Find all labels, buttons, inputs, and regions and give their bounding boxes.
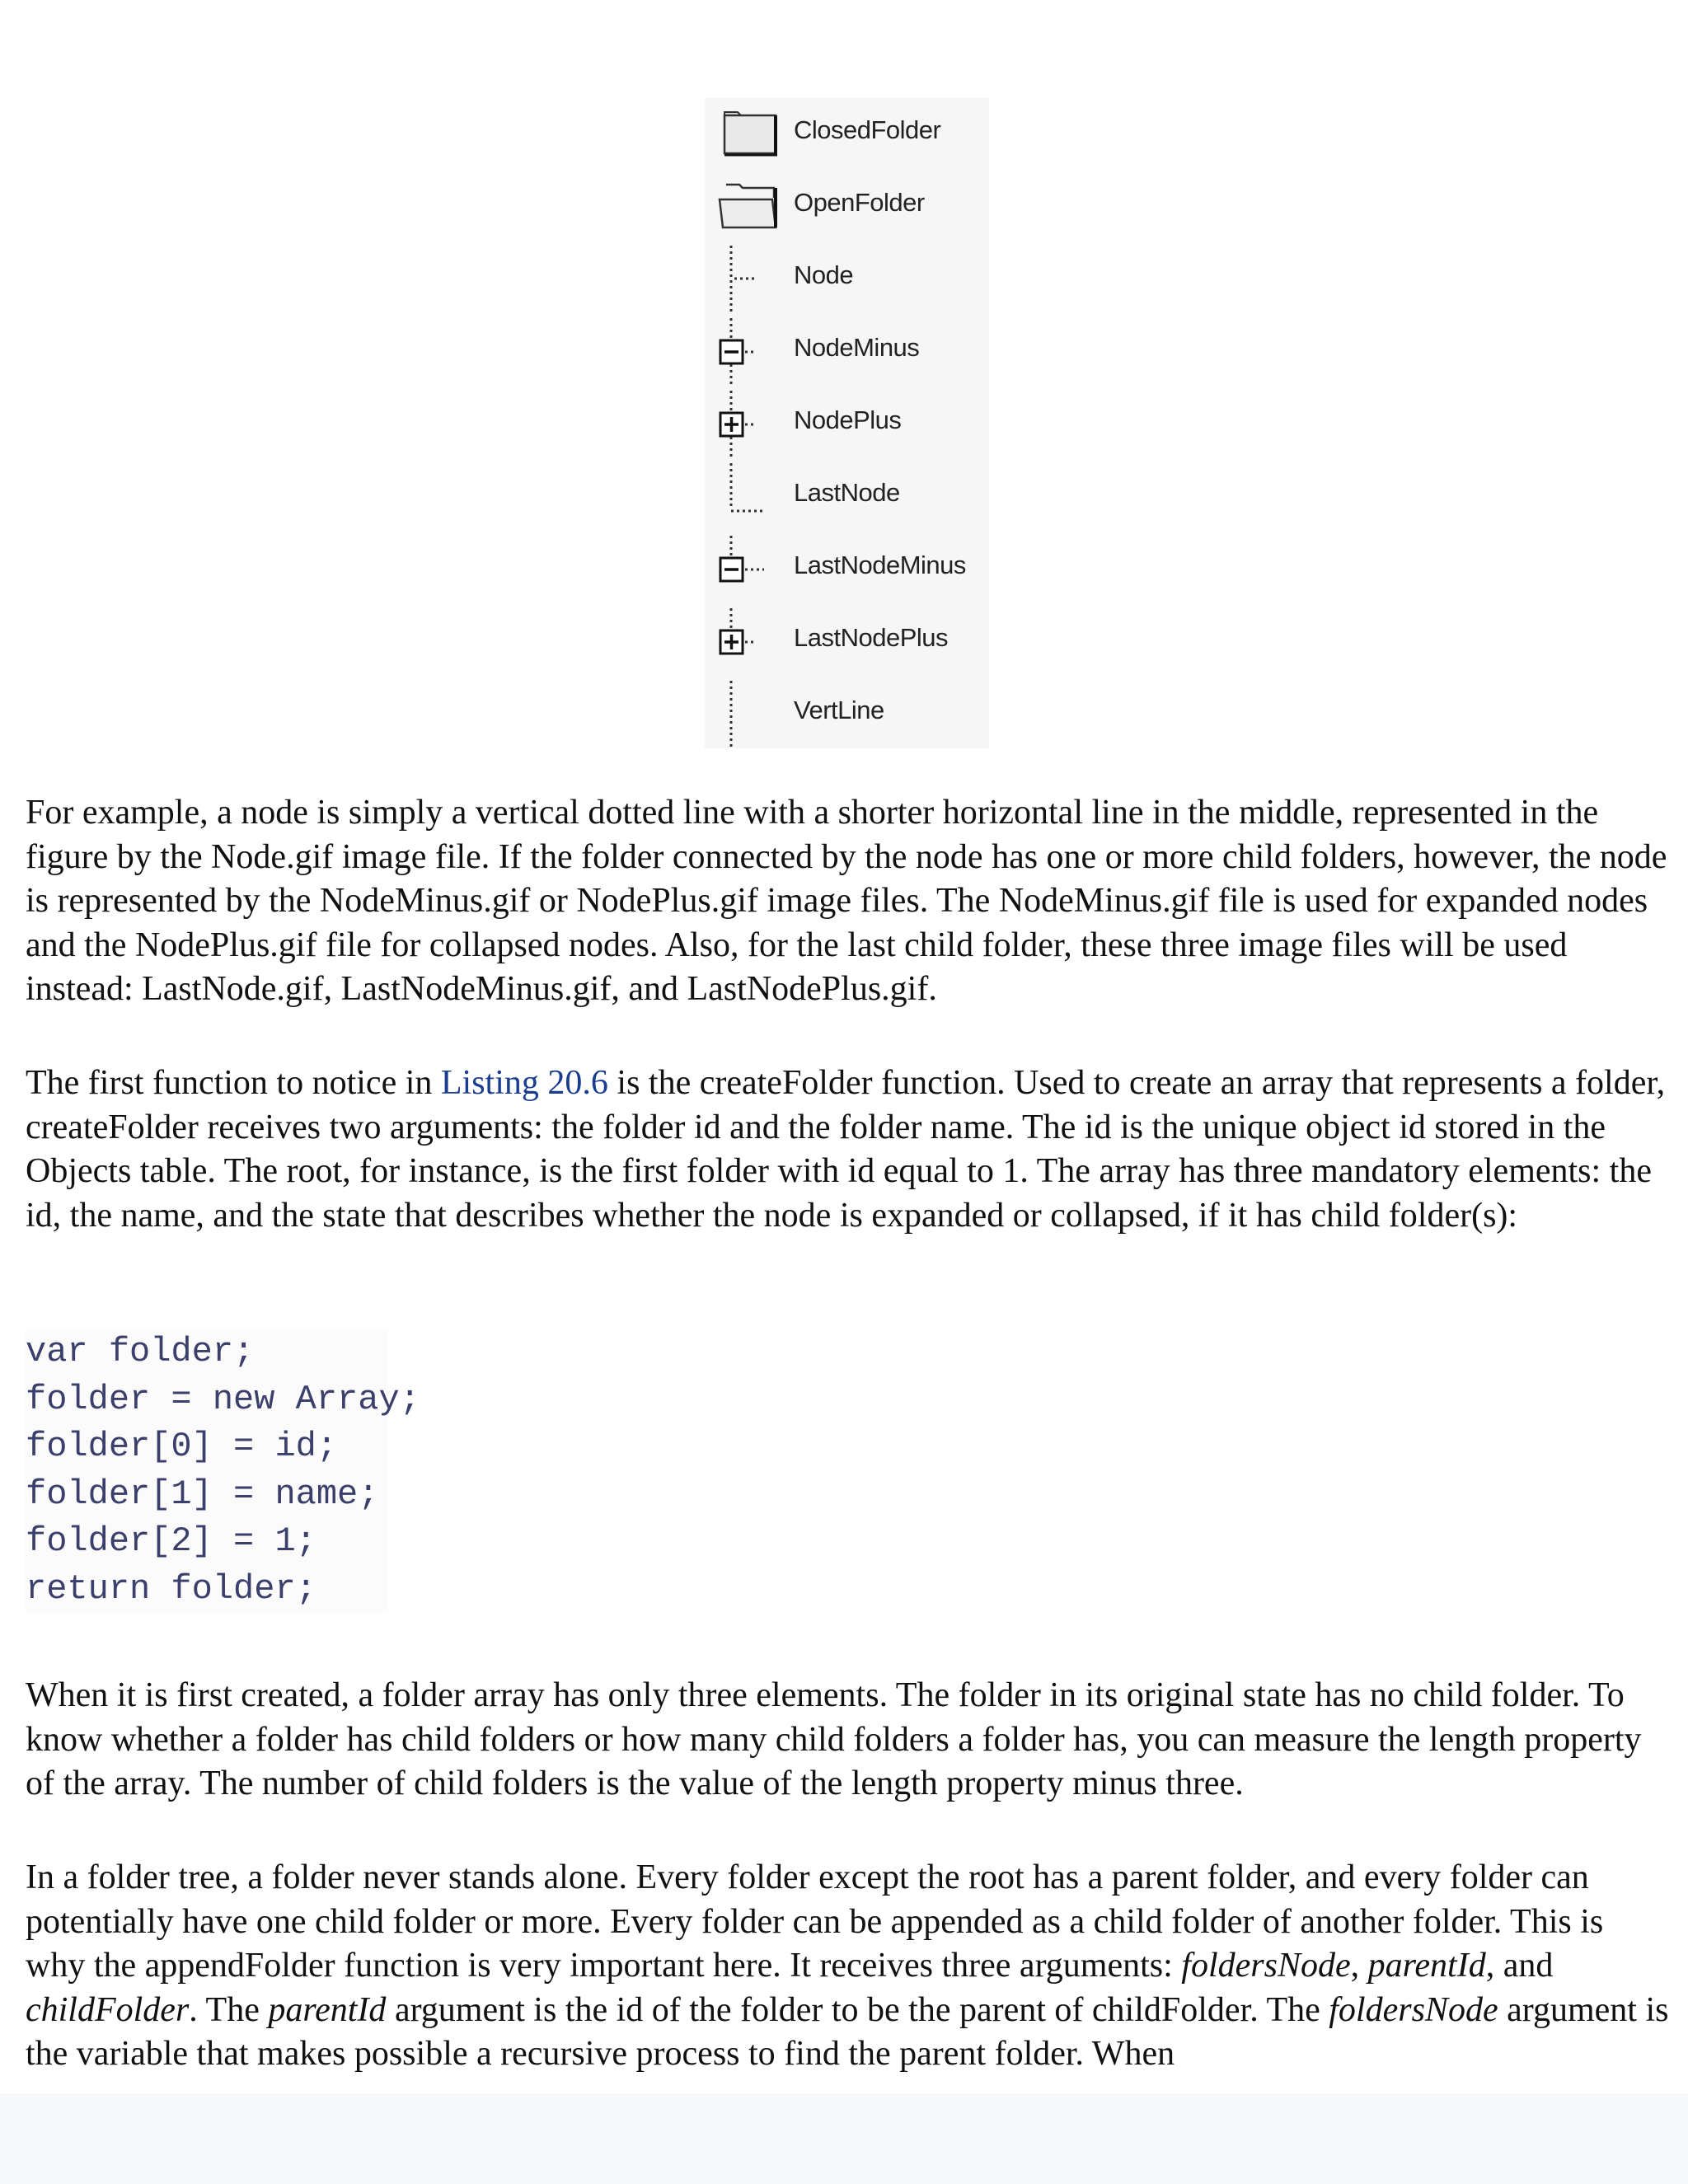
figure-label-last-node: LastNode (794, 478, 900, 507)
figure-row-closed-folder (705, 97, 989, 170)
node-icon (713, 242, 779, 315)
last-node-minus-icon (713, 532, 779, 605)
code-line: folder = new Array; (26, 1379, 420, 1419)
figure-row-node (705, 242, 989, 315)
code-line: folder[1] = name; (26, 1474, 379, 1514)
last-node-plus-icon (713, 605, 779, 677)
page-bottom-band (0, 2093, 1688, 2184)
paragraph-append-folder-text-5: argument is the id of the folder to be the parent of childFolder. The (386, 1990, 1329, 2029)
arg-parent-id: parentId (1367, 1947, 1486, 1985)
figure-label-node-minus: NodeMinus (794, 333, 920, 362)
figure-row-vert-line (705, 677, 989, 750)
closed-folder-icon (713, 97, 779, 170)
paragraph-node-images: For example, a node is simply a vertical dotted line with a shorter horizontal line in the middle, represented in the figure by the Node.gif image file. If the folder connected by the node has one or more child folders, however, the node is represented by the NodeMinus.gif or NodePlus.gif image files. The NodeMinus.gif file is used for expanded nodes and the NodePlus.gif file for collapsed nodes. Also, for the last child folder, these three image files will be used instead: LastNode.gif, LastNodeMinus.gif, and LastNodePlus.gif. (26, 794, 1667, 1008)
open-folder-icon (713, 170, 779, 242)
figure-label-node-plus: NodePlus (794, 405, 902, 434)
figure-row-node-plus (705, 387, 989, 460)
figure-row-last-node-plus (705, 605, 989, 677)
figure-label-open-folder: OpenFolder (794, 188, 925, 217)
code-line: var folder; (26, 1332, 255, 1371)
arg-parent-id-ref: parentId (268, 1990, 387, 2029)
paragraph-create-folder-text-2: is the createFolder function. Used to create an array that represents a folder, createFolder receives two arguments: the folder id and the folder name. The id is the unique object id stored in the Objects table. The root, for instance, is the first folder with id equal to 1. The array has three mandatory elements: the id, the name, and the state that describes whether the node is expanded or collapsed, if it has child folder(s): (26, 1064, 1666, 1235)
paragraph-append-folder-text-1: In a folder tree, a folder never stands alone. Every folder except the root has a parent folder, and every folder can potentially have one child folder or more. Every folder can be appended as a child folder of another folder. This is why the appendFolder function is very important here. It receives three arguments: (26, 1858, 1604, 1985)
paragraph-append-folder-text-2: , (1350, 1947, 1368, 1985)
code-block-create-folder (26, 1329, 420, 1613)
paragraph-append-folder-text-4: . The (189, 1990, 269, 2029)
figure-label-closed-folder: ClosedFolder (794, 115, 941, 144)
code-line: folder[2] = 1; (26, 1521, 316, 1561)
listing-20-6-link[interactable]: Listing 20.6 (440, 1064, 608, 1102)
arg-folders-node: foldersNode (1181, 1947, 1351, 1985)
figure-row-node-minus (705, 315, 989, 387)
paragraph-append-folder (26, 1856, 1670, 2077)
code-line: return folder; (26, 1568, 316, 1609)
last-node-icon (713, 460, 779, 532)
node-plus-icon (713, 387, 779, 460)
arg-folders-node-ref: foldersNode (1329, 1990, 1498, 2029)
paragraph-folder-array-length: When it is first created, a folder array has only three elements. The folder in its original state has no child folder. To know whether a folder has child folders or how many child folders a folder has, you can measure the length property of the array. The number of child folders is the value of the length property minus three. (26, 1676, 1642, 1802)
vert-line-icon (713, 677, 779, 750)
paragraph-append-folder-text-6: argument is the variable that makes possible a recursive process to find the parent folder. When (26, 1990, 1669, 2073)
node-minus-icon (713, 315, 779, 387)
figure-label-node: Node (794, 260, 854, 289)
code-line: folder[0] = id; (26, 1427, 338, 1466)
figure-row-last-node (705, 460, 989, 532)
paragraph-append-folder-text-3: , and (1485, 1947, 1554, 1985)
figure-row-last-node-minus (705, 532, 989, 605)
figure-label-last-node-minus: LastNodeMinus (794, 551, 966, 579)
tree-icons-figure (705, 97, 989, 748)
figure-label-vert-line: VertLine (794, 696, 884, 724)
figure-row-open-folder (705, 170, 989, 242)
figure-label-last-node-plus: LastNodePlus (794, 623, 949, 652)
arg-child-folder: childFolder (26, 1990, 190, 2029)
paragraph-create-folder-text-1: The first function to notice in (26, 1064, 441, 1102)
paragraph-create-folder (26, 1062, 1670, 1238)
